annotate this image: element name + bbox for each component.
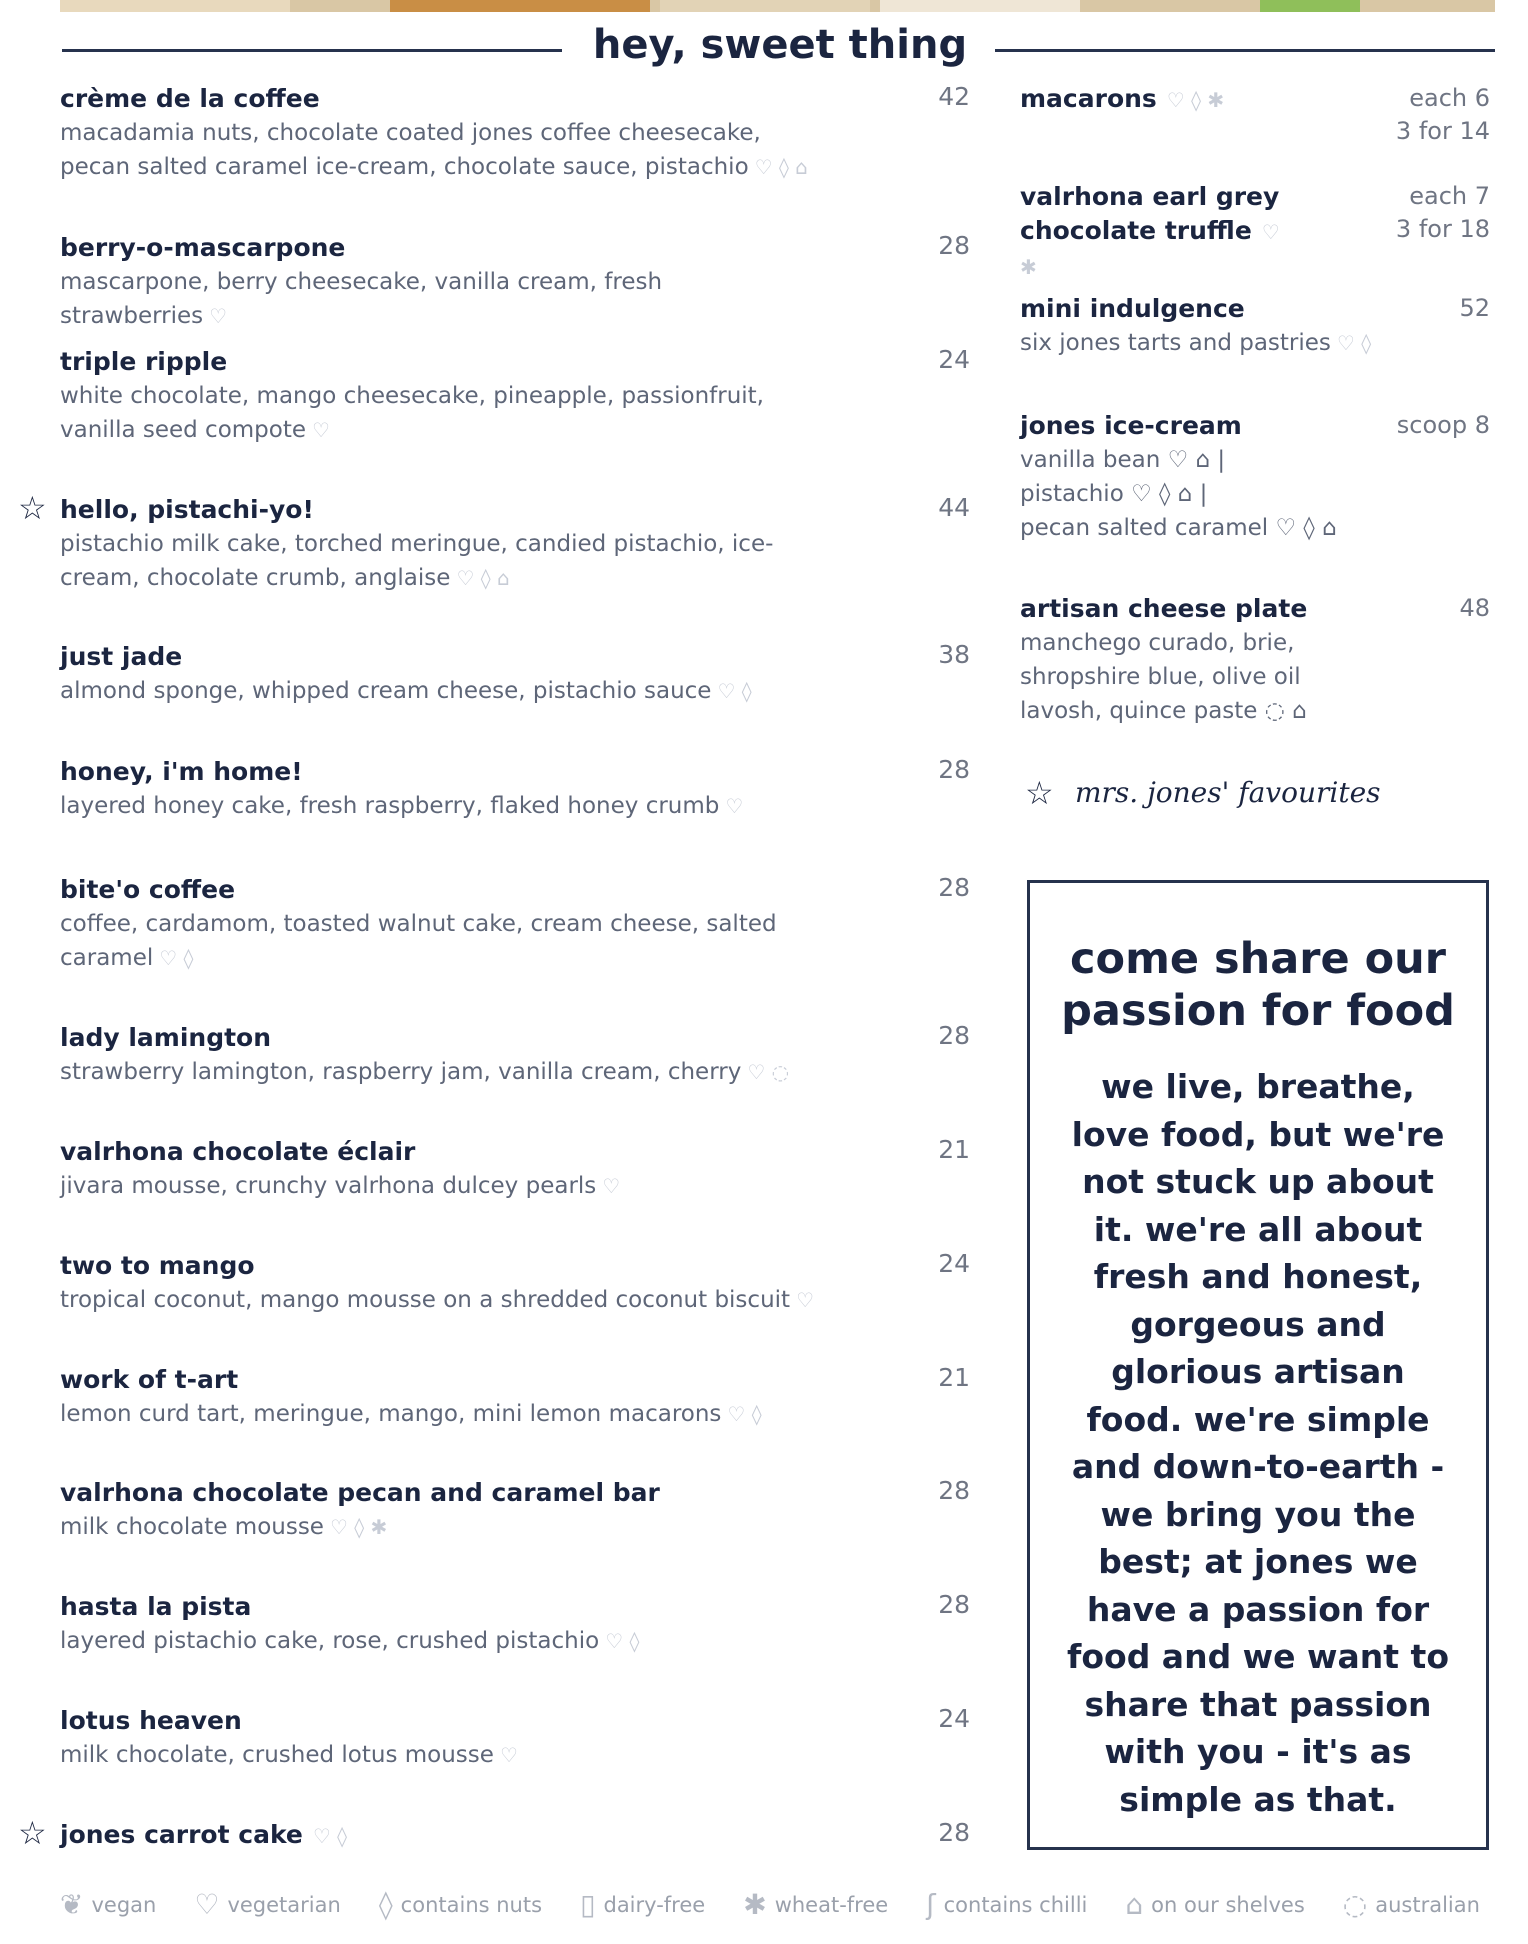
passion-body: we live, breathe, love food, but we're not stuck up about it. we're all about fresh and honest, gorgeous and glorious artisan food. we're simple and down-to-earth - we bring you the best; at jones we have a passion for food and we want to share that passion with you - it's as simple as that.	[1067, 1067, 1449, 1819]
menu-item-description: white chocolate, mango cheesecake, pineapple, passionfruit, vanilla seed compote ♡	[60, 383, 764, 443]
menu-item-name: crème de la coffee	[60, 84, 320, 113]
vegan-leaf-icon: ❦	[60, 1888, 84, 1921]
legend-item	[1343, 1888, 1480, 1921]
menu-item-price: 44	[938, 493, 970, 522]
dietary-marks: ♡ ◊	[159, 946, 194, 970]
legend-label: australian	[1375, 1892, 1480, 1917]
chilli-icon: ʃ	[926, 1888, 936, 1921]
legend-item	[926, 1888, 1087, 1921]
menu-item-price	[1330, 180, 1490, 246]
menu-item-price: 28	[938, 873, 970, 902]
menu-item-description: six jones tarts and pastries ♡ ◊	[1020, 330, 1372, 356]
dietary-marks: ♡	[796, 1288, 814, 1312]
menu-item-name: hello, pistachi-yo!	[60, 495, 314, 524]
menu-item	[60, 1249, 814, 1317]
legend-label: on our shelves	[1151, 1892, 1305, 1917]
menu-item-description-line: lavosh, quince paste ◌ ⌂	[1020, 698, 1307, 724]
menu-item-description: mascarpone, berry cheesecake, vanilla cream, fresh strawberries ♡	[60, 269, 663, 329]
menu-item-description-line: pecan salted caramel ♡ ◊ ⌂	[1020, 515, 1337, 541]
legend-item	[379, 1888, 542, 1921]
legend-item	[194, 1888, 340, 1921]
menu-item-description-line: shropshire blue, olive oil	[1020, 664, 1301, 690]
menu-item-price: 21	[938, 1135, 970, 1164]
price-line: each 7	[1409, 182, 1490, 210]
heading-rule-right	[995, 49, 1495, 52]
price-line: 3 for 18	[1395, 215, 1490, 243]
dietary-marks: ♡ ◊	[605, 1629, 640, 1653]
dietary-marks: ♡ ◊	[312, 1824, 348, 1848]
menu-item	[60, 873, 820, 975]
menu-item	[1020, 409, 1350, 545]
menu-item-description: layered pistachio cake, rose, crushed pistachio ♡ ◊	[60, 1628, 640, 1654]
menu-item-description: coffee, cardamom, toasted walnut cake, cream cheese, salted caramel ♡ ◊	[60, 911, 777, 971]
menu-item-name: jones ice-cream	[1020, 411, 1242, 440]
favourites-label: mrs. jones' favourites	[1075, 776, 1381, 809]
menu-heading: hey, sweet thing	[592, 22, 968, 68]
dietary-legend	[60, 1888, 1480, 1921]
menu-item-price: 28	[938, 1818, 970, 1847]
dietary-marks: ♡ ◊ ✱	[329, 1515, 388, 1539]
shelf-icon: ⌂	[1125, 1888, 1144, 1921]
menu-item-price: 38	[938, 640, 970, 669]
legend-label: contains chilli	[943, 1892, 1088, 1917]
menu-item-price: 28	[938, 231, 970, 260]
dietary-marks: ♡	[602, 1174, 621, 1198]
menu-item-description: almond sponge, whipped cream cheese, pistachio sauce ♡ ◊	[60, 678, 752, 704]
menu-item	[60, 1818, 347, 1853]
menu-item-name: bite'o coffee	[60, 875, 236, 904]
menu-item	[60, 755, 743, 823]
menu-item-description: layered honey cake, fresh raspberry, flaked honey crumb ♡	[60, 793, 744, 819]
menu-item	[60, 640, 752, 708]
menu-item-name: just jade	[60, 642, 183, 671]
wheat-icon: ✱	[743, 1888, 767, 1921]
dietary-marks: ♡	[312, 418, 330, 442]
menu-item-name: lotus heaven	[60, 1706, 242, 1735]
legend-item	[743, 1888, 888, 1921]
menu-item-price: 24	[938, 1249, 970, 1278]
menu-item	[60, 82, 820, 184]
passion-box	[1027, 880, 1489, 1850]
legend-item	[580, 1888, 705, 1921]
menu-item	[60, 1363, 762, 1431]
menu-item-name: honey, i'm home!	[60, 757, 303, 786]
menu-item	[60, 345, 820, 447]
price-line: scoop 8	[1396, 411, 1490, 439]
dietary-marks: ♡	[499, 1743, 518, 1767]
price-line: 3 for 14	[1395, 117, 1490, 145]
menu-item-name: berry-o-mascarpone	[60, 233, 346, 262]
dietary-marks: ♡ ◊ ⌂	[456, 566, 510, 590]
nut-icon: ◊	[378, 1888, 393, 1921]
menu-item-description: milk chocolate, crushed lotus mousse ♡	[60, 1742, 518, 1768]
menu-item	[1020, 292, 1371, 360]
menu-item-name: valrhona earl grey chocolate truffle ♡ ✱	[1020, 182, 1280, 279]
menu-item-description: milk chocolate mousse ♡ ◊ ✱	[60, 1514, 388, 1540]
price-line: 52	[1459, 294, 1490, 322]
menu-item-price	[1330, 409, 1490, 442]
menu-item-name: two to mango	[60, 1251, 255, 1280]
menu-item-description: jivara mousse, crunchy valrhona dulcey pearls ♡	[60, 1173, 621, 1199]
menu-item-price: 42	[938, 82, 970, 111]
legend-label: vegetarian	[227, 1892, 341, 1917]
menu-item	[1020, 592, 1350, 728]
menu-item	[60, 1135, 620, 1203]
legend-item	[1125, 1888, 1304, 1921]
menu-item-price: 24	[938, 1704, 970, 1733]
dairy-free-icon: ▯	[580, 1888, 596, 1921]
menu-item-price: 28	[938, 755, 970, 784]
dietary-marks: ♡ ◌	[747, 1060, 790, 1084]
menu-item-price: 21	[938, 1363, 970, 1392]
passion-title: come share our passion for food	[1061, 934, 1455, 1036]
menu-item-name: valrhona chocolate éclair	[60, 1137, 416, 1166]
menu-item-name: work of t-art	[60, 1365, 239, 1394]
menu-item	[60, 231, 820, 333]
menu-item-price	[1330, 82, 1490, 148]
legend-label: wheat-free	[774, 1892, 889, 1917]
menu-item-name: mini indulgence	[1020, 294, 1245, 323]
dietary-marks: ♡ ◊ ✱	[1166, 88, 1225, 112]
menu-item	[60, 1476, 660, 1544]
menu-item-name: jones carrot cake ♡ ◊	[60, 1820, 348, 1849]
dietary-marks: ♡ ◊	[1336, 331, 1372, 355]
menu-item-description: strawberry lamington, raspberry jam, vanilla cream, cherry ♡ ◌	[60, 1059, 790, 1085]
menu-item-name: artisan cheese plate	[1020, 594, 1308, 623]
menu-item-price: 28	[938, 1021, 970, 1050]
menu-item-description: tropical coconut, mango mousse on a shredded coconut biscuit ♡	[60, 1287, 814, 1313]
menu-item-price	[1330, 592, 1490, 625]
menu-item	[60, 1021, 789, 1089]
legend-item	[60, 1888, 156, 1921]
favourite-star-icon: ☆	[18, 1814, 47, 1852]
australia-icon: ◌	[1342, 1888, 1368, 1921]
legend-label: vegan	[91, 1892, 157, 1917]
dietary-marks: ♡ ◊ ⌂	[754, 155, 808, 179]
menu-item-price: 24	[938, 345, 970, 374]
dietary-marks: ♡	[209, 304, 228, 328]
menu-item	[1020, 82, 1350, 117]
menu-item-price	[1330, 292, 1490, 325]
price-line: 48	[1459, 594, 1490, 622]
dietary-marks: ♡ ◊	[717, 679, 752, 703]
legend-label: contains nuts	[400, 1892, 543, 1917]
menu-item-price: 28	[938, 1590, 970, 1619]
menu-item-price: 28	[938, 1476, 970, 1505]
dietary-marks: ♡ ◊	[727, 1402, 762, 1426]
dietary-marks: ♡	[725, 794, 744, 818]
menu-item-name: macarons ♡ ◊ ✱	[1020, 84, 1225, 113]
legend-label: dairy-free	[603, 1892, 706, 1917]
menu-item-description: pistachio milk cake, torched meringue, candied pistachio, ice-cream, chocolate crumb, anglaise ♡ ◊ ⌂	[60, 531, 774, 591]
menu-item	[60, 1704, 518, 1772]
favourite-star-icon: ☆	[18, 489, 47, 527]
heading-rule-left	[62, 49, 562, 52]
menu-item-name: triple ripple	[60, 347, 228, 376]
menu-item	[60, 1590, 639, 1658]
menu-item-description-line: pistachio ♡ ◊ ⌂ |	[1020, 481, 1208, 507]
price-line: each 6	[1409, 84, 1490, 112]
favourite-star-icon: ☆	[1025, 774, 1054, 812]
menu-item-description: macadamia nuts, chocolate coated jones coffee cheesecake, pecan salted caramel ice-cream, chocolate sauce, pistachio ♡ ◊ ⌂	[60, 120, 808, 180]
menu-item	[60, 493, 820, 595]
menu-item	[1020, 180, 1280, 284]
menu-item-description-line: manchego curado, brie,	[1020, 630, 1295, 656]
dietary-marks: ♡ ✱	[1020, 220, 1280, 279]
menu-item-name: valrhona chocolate pecan and caramel bar	[60, 1478, 660, 1507]
menu-item-name: lady lamington	[60, 1023, 272, 1052]
menu-item-description: lemon curd tart, meringue, mango, mini lemon macarons ♡ ◊	[60, 1401, 762, 1427]
menu-item-description-line: vanilla bean ♡ ⌂ |	[1020, 447, 1226, 473]
vegetarian-heart-icon: ♡	[194, 1888, 220, 1921]
top-photo-strip	[60, 0, 1495, 12]
menu-item-name: hasta la pista	[60, 1592, 252, 1621]
